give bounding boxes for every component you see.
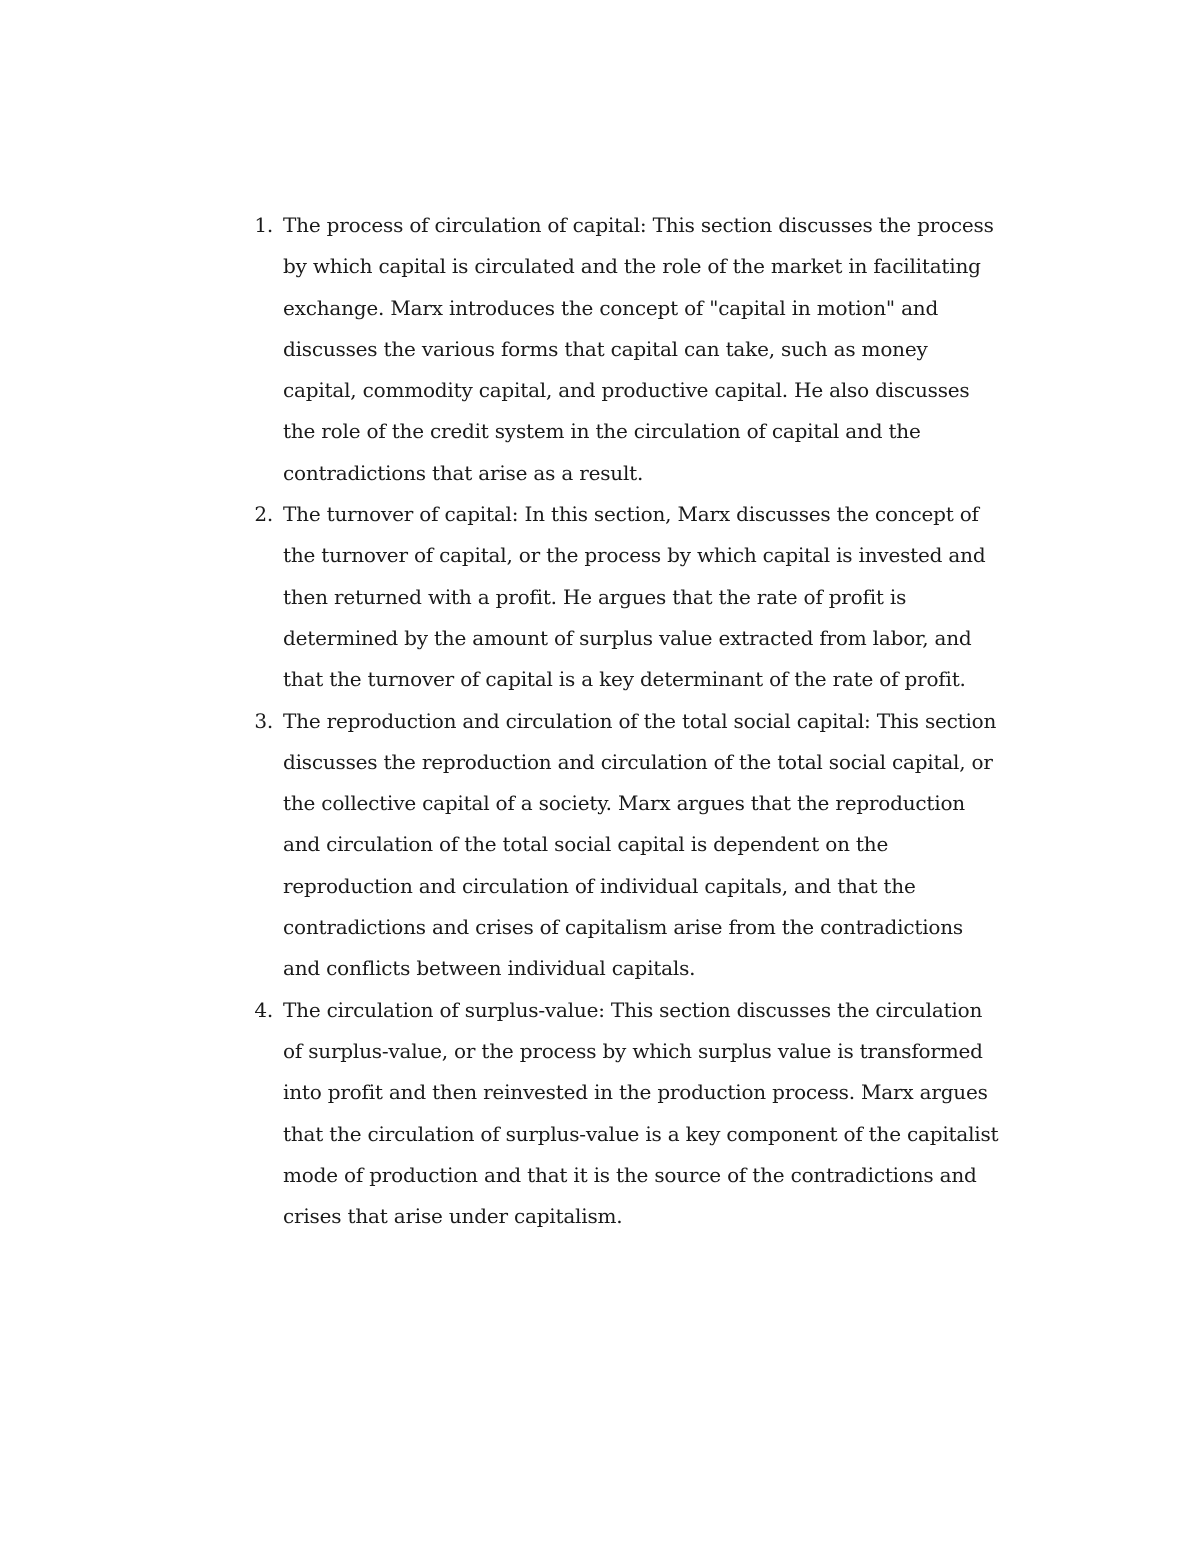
list-item-text: The circulation of surplus-value: This section discusses the circulation of surplus-value, or the process by which surplus value is transformed into profit and then reinvested in the production process. Marx argues that the circulation of surplus-value is a key component of the capitalist mode of production and that it is the source of the contradictions and crises that arise under capitalism. bbox=[283, 997, 999, 1229]
list-item-number: 3. bbox=[254, 708, 273, 733]
list-item-text: The reproduction and circulation of the total social capital: This section discusses the reproduction and circulation of the total social capital, or the collective capital of a society. Marx argues that the reproduction and circulation of the total social capital is dependent on the reproduction and circulation of individual capitals, and that the contradictions and crises of capitalism arise from the contradictions and conflicts between individual capitals. bbox=[283, 708, 997, 981]
list-item-number: 4. bbox=[254, 997, 273, 1022]
list-item bbox=[254, 701, 1003, 990]
numbered-list bbox=[254, 205, 1003, 1237]
list-item-text: The turnover of capital: In this section, Marx discusses the concept of the turnover of capital, or the process by which capital is invested and then returned with a profit. He argues that the rate of profit is determined by the amount of surplus value extracted from labor, and that the turnover of capital is a key determinant of the rate of profit. bbox=[283, 502, 986, 692]
list-item bbox=[254, 990, 1003, 1238]
list-item-number: 2. bbox=[254, 502, 273, 527]
list-item-text: The process of circulation of capital: This section discusses the process by which capital is circulated and the role of the market in facilitating exchange. Marx introduces the concept of "capital in motion" and discusses the various forms that capital can take, such as money capital, commodity capital, and productive capital. He also discusses the role of the credit system in the circulation of capital and the contradictions that arise as a result. bbox=[283, 213, 994, 485]
list-item-number: 1. bbox=[254, 213, 273, 237]
list-item bbox=[254, 205, 1003, 494]
list-item bbox=[254, 494, 1003, 700]
